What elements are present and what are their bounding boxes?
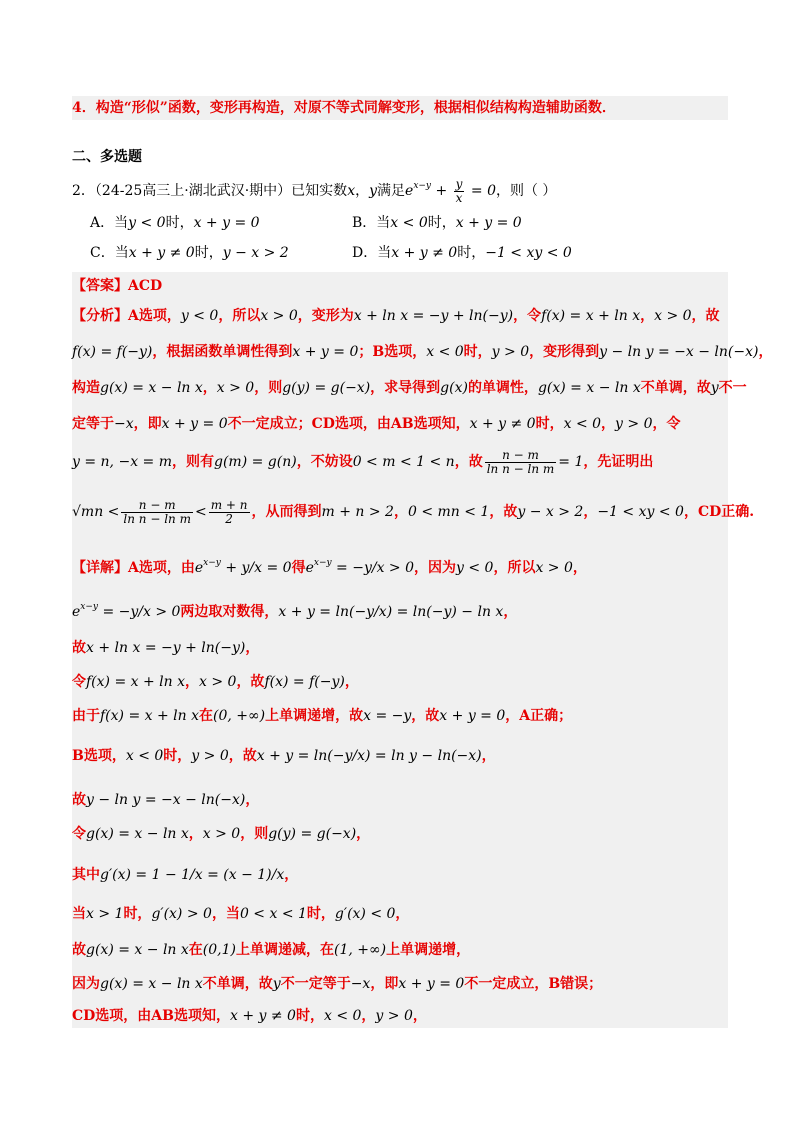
t: ，所以	[218, 308, 261, 324]
t: 当	[72, 906, 86, 922]
m: g(x) = x − ln x	[86, 826, 189, 842]
t: ，变形得到	[529, 344, 600, 360]
answer-value: ACD	[128, 278, 163, 294]
m: y − ln y = −x − ln(−x)	[86, 792, 246, 808]
exp: e	[194, 560, 204, 576]
t: 时，	[163, 748, 192, 764]
fraction	[121, 499, 193, 526]
analysis-line-2	[72, 340, 773, 364]
t: ，A正确；	[505, 708, 573, 724]
t: ，即	[133, 416, 162, 432]
t: 两边取对数得，	[180, 604, 279, 620]
t: ，	[393, 504, 408, 520]
m: f(x) = f(−y)	[72, 344, 153, 360]
t: 上单调递减，在	[235, 942, 334, 958]
m: x > 0	[260, 308, 298, 324]
num: m + n	[210, 497, 248, 512]
m: x < 0	[323, 1008, 362, 1024]
m: y < 0	[456, 560, 494, 576]
option-b-result: x + y = 0	[455, 215, 522, 231]
option-b-cond: x < 0	[390, 215, 428, 231]
t: 时，	[306, 906, 335, 922]
m: y > 0	[491, 344, 530, 360]
satisfy-text: 满足	[377, 183, 406, 199]
t: 在	[199, 708, 213, 724]
sup: x−y	[80, 602, 98, 612]
option-d-cond: x + y ≠ 0	[391, 245, 458, 261]
analysis-line-5	[72, 446, 728, 478]
detail-line-10	[72, 902, 728, 926]
question-stem	[72, 170, 728, 205]
num: y	[455, 176, 463, 191]
m: g(x) = x − ln x	[100, 380, 203, 396]
t: 故	[72, 942, 86, 958]
m: x < 0	[125, 748, 164, 764]
fraction-y-over-x	[454, 178, 465, 205]
t: 上单调递增，	[386, 942, 471, 958]
t: 其中	[72, 867, 100, 883]
option-b-label: B．当	[352, 215, 391, 231]
t: ，	[245, 792, 260, 808]
m: y > 0	[191, 748, 229, 764]
t: ，不妨设	[296, 454, 353, 470]
detail-line-3	[72, 636, 728, 660]
den: x	[455, 190, 463, 205]
t: ，	[640, 308, 655, 324]
t: ，变形为	[297, 308, 354, 324]
t: ，从而得到	[251, 504, 322, 520]
detail-line-1	[72, 548, 728, 578]
t: ，	[758, 344, 773, 360]
m: x + y = ln(−y/x) = ln(−y) − ln x	[278, 604, 504, 620]
m: 0 < m < 1 < n	[352, 454, 455, 470]
t: 上单调递增，故	[265, 708, 364, 724]
fraction	[209, 499, 250, 526]
t: B选项，	[72, 748, 126, 764]
t: ，	[245, 640, 260, 656]
m: x < 0	[426, 344, 464, 360]
m: g(x) = x − ln x	[537, 380, 641, 396]
detail-line-5	[72, 704, 728, 728]
option-d-mid: 时，	[457, 245, 486, 261]
m: y > 0	[375, 1008, 413, 1024]
m: f(x) = x + ln x	[541, 308, 641, 324]
den: ln n − ln m	[123, 511, 191, 526]
m: x + ln x = −y + ln(−y)	[86, 640, 246, 656]
option-a-result: x + y = 0	[193, 215, 260, 231]
m: x + y ≠ 0	[229, 1008, 296, 1024]
option-c-mid: 时，	[194, 245, 223, 261]
t: CD选项，由AB选项知，	[72, 1008, 230, 1024]
t: 得	[291, 560, 306, 576]
m: g(x)	[440, 380, 468, 396]
t: ，	[503, 604, 518, 620]
t: 因为	[72, 976, 100, 992]
t: 时，	[123, 906, 152, 922]
m: g(m) = g(n)	[214, 454, 297, 470]
t: 时，	[295, 1008, 324, 1024]
analysis-line-1	[72, 304, 728, 328]
var-y: y	[369, 183, 378, 199]
t: ，先证明出	[583, 454, 654, 470]
m: g′(x) > 0	[151, 906, 212, 922]
m: x > 0	[535, 560, 573, 576]
t: ，	[188, 826, 203, 842]
t: 的单调性，	[467, 380, 538, 396]
sup: x−y	[313, 558, 332, 568]
analysis-tag: 【分析】	[72, 308, 128, 324]
t: 不一	[718, 380, 747, 396]
t: ，根据函数单调性得到	[152, 344, 293, 360]
detail-line-9	[72, 860, 728, 890]
t: ，则	[254, 380, 283, 396]
t: 时，	[535, 416, 564, 432]
num: n − m	[485, 449, 557, 463]
detail-line-7	[72, 788, 728, 812]
section-heading-text: 二、多选题	[72, 149, 142, 165]
m: x > 0	[199, 674, 237, 690]
t: ，	[344, 674, 359, 690]
detail-line-6	[72, 740, 728, 772]
m: y − ln y = −x − ln(−x)	[599, 344, 759, 360]
t: 时，	[463, 344, 492, 360]
analysis-line-3	[72, 376, 747, 400]
m: y > 0	[615, 416, 653, 432]
option-b[interactable]	[352, 212, 522, 234]
exp: e	[72, 604, 81, 620]
m: y = n, −x = m	[72, 454, 172, 470]
t: 不一定成立，B错误；	[464, 976, 603, 992]
plus: +	[431, 183, 452, 199]
m: √mn <	[72, 504, 120, 520]
m: y	[710, 380, 719, 396]
m: 0 < mn < 1	[407, 504, 490, 520]
sep: ，	[355, 183, 370, 199]
t: ，	[481, 748, 496, 764]
t: ，	[356, 826, 371, 842]
answer-line	[72, 274, 728, 298]
t: 由于	[72, 708, 100, 724]
m: x > 1	[86, 906, 124, 922]
m: = 1	[558, 454, 584, 470]
t: ，则有	[172, 454, 214, 470]
m: 0 < x < 1	[239, 906, 307, 922]
rest: = −y/x > 0	[98, 604, 181, 620]
t: A选项，	[128, 308, 181, 324]
t: ，当	[211, 906, 240, 922]
t: ，故	[411, 708, 440, 724]
m: x + y ≠ 0	[469, 416, 536, 432]
exp-base: e	[405, 183, 414, 199]
num: n − m	[121, 499, 193, 513]
detail-line-8	[72, 822, 728, 846]
t: ；B选项，	[358, 344, 427, 360]
t: ，	[412, 1008, 427, 1024]
t: ，	[395, 906, 410, 922]
m: x > 0	[654, 308, 692, 324]
analysis-line-4	[72, 412, 728, 436]
t: ，	[185, 674, 199, 690]
t: ，求导得到	[370, 380, 441, 396]
m: f(x) = f(−y)	[264, 674, 345, 690]
m: x = −y	[363, 708, 412, 724]
m: x + y = 0	[292, 344, 359, 360]
t: ，令	[652, 416, 681, 432]
t: A选项，由	[128, 560, 195, 576]
top-note	[72, 96, 728, 120]
t: ，故	[236, 674, 265, 690]
option-a[interactable]	[90, 212, 260, 234]
t: ，	[361, 1008, 376, 1024]
t: ，CD正确.	[683, 504, 755, 520]
question-source: （24-25高三上·湖北武汉·期中）已知实数	[94, 183, 348, 199]
t: 在	[188, 942, 203, 958]
question-number: 2．	[72, 183, 95, 199]
m: g(x) = x − ln x	[86, 942, 189, 958]
m: g(y) = g(−x)	[282, 380, 371, 396]
m: y	[272, 976, 281, 992]
var-x: x	[347, 183, 356, 199]
t: 令	[72, 826, 86, 842]
analysis-line-6	[72, 496, 755, 528]
t: ，故	[454, 454, 483, 470]
t: 故	[72, 640, 86, 656]
m: x > 0	[202, 826, 241, 842]
rest: + y/x = 0	[220, 560, 292, 576]
t: ，	[583, 504, 598, 520]
answer-tag: 【答案】	[72, 278, 128, 294]
t: ，则	[240, 826, 269, 842]
t: 定等于	[72, 416, 114, 432]
detail-line-11	[72, 938, 728, 962]
m: (0, +∞)	[213, 708, 266, 724]
den: ln n − ln m	[486, 461, 555, 476]
m: <	[194, 504, 207, 520]
m	[306, 560, 414, 576]
sup: x−y	[203, 558, 221, 568]
option-a-mid: 时，	[165, 215, 194, 231]
t: ，所以	[493, 560, 536, 576]
m: (0,1)	[202, 942, 236, 958]
m: y − x > 2	[517, 504, 584, 520]
m: g′(x) < 0	[334, 906, 396, 922]
t: 故	[72, 792, 86, 808]
t: 不一定等于	[280, 976, 351, 992]
top-note-text: 4．构造“形似”函数，变形再构造，对原不等式同解变形，根据相似结构构造辅助函数．	[72, 100, 616, 116]
m	[195, 560, 292, 576]
m: x + y = ln(−y/x) = ln y − ln(−x)	[256, 748, 482, 764]
m: f(x) = x + ln x	[86, 674, 185, 690]
option-b-mid: 时，	[427, 215, 456, 231]
t: ，	[284, 867, 299, 883]
detail-line-13	[72, 1004, 728, 1028]
m: g(x) = x − ln x	[100, 976, 203, 992]
option-a-label: A．当	[90, 215, 129, 231]
m: y < 0	[180, 308, 219, 324]
exp-sup: x−y	[413, 181, 432, 191]
t: ，即	[370, 976, 399, 992]
m: x + ln x = −y + ln(−y)	[353, 308, 514, 324]
m: m + n > 2	[321, 504, 394, 520]
fraction	[485, 449, 557, 476]
question-then: ，则（ ）	[495, 183, 557, 199]
t: ，	[202, 380, 217, 396]
t: ，	[601, 416, 616, 432]
option-d[interactable]	[352, 242, 572, 264]
den: 2	[225, 511, 233, 526]
t: ，因为	[414, 560, 456, 576]
m: g′(x) = 1 − 1/x = (x − 1)/x	[100, 867, 285, 883]
option-c[interactable]	[90, 242, 289, 264]
exp: e	[305, 560, 314, 576]
t: 不单调，故	[202, 976, 273, 992]
m: x + y = 0	[161, 416, 228, 432]
detail-tag: 【详解】	[72, 560, 128, 576]
m: f(x) = x + ln x	[100, 708, 199, 724]
detail-line-4	[72, 670, 728, 694]
option-c-label: C．当	[90, 245, 129, 261]
m: x < 0	[563, 416, 602, 432]
detail-line-2	[72, 592, 728, 622]
m: g(y) = g(−x)	[268, 826, 357, 842]
m: x + y = 0	[398, 976, 465, 992]
detail-line-12	[72, 972, 728, 996]
m: (1, +∞)	[333, 942, 387, 958]
m: −x	[350, 976, 371, 992]
t: ，令	[513, 308, 542, 324]
m	[72, 604, 180, 620]
m: −1 < xy < 0	[597, 504, 684, 520]
t: 不单调，故	[640, 380, 711, 396]
t: 不一定成立；CD选项，由AB选项知，	[227, 416, 470, 432]
section-heading	[72, 145, 728, 169]
rhs: = 0	[466, 183, 496, 199]
rest: = −y/x > 0	[331, 560, 414, 576]
condition-formula	[405, 176, 496, 205]
option-a-cond: y < 0	[128, 215, 166, 231]
option-c-result: y − x > 2	[222, 245, 289, 261]
t: 令	[72, 674, 86, 690]
option-d-result: −1 < xy < 0	[485, 245, 572, 261]
t: 构造	[72, 380, 100, 396]
m: −x	[114, 416, 134, 432]
t: ，故	[691, 308, 720, 324]
t: ，故	[228, 748, 257, 764]
t: ，	[572, 560, 587, 576]
m: x + y = 0	[439, 708, 506, 724]
option-d-label: D．当	[352, 245, 392, 261]
t: ，故	[489, 504, 518, 520]
m: x > 0	[216, 380, 255, 396]
option-c-cond: x + y ≠ 0	[128, 245, 195, 261]
